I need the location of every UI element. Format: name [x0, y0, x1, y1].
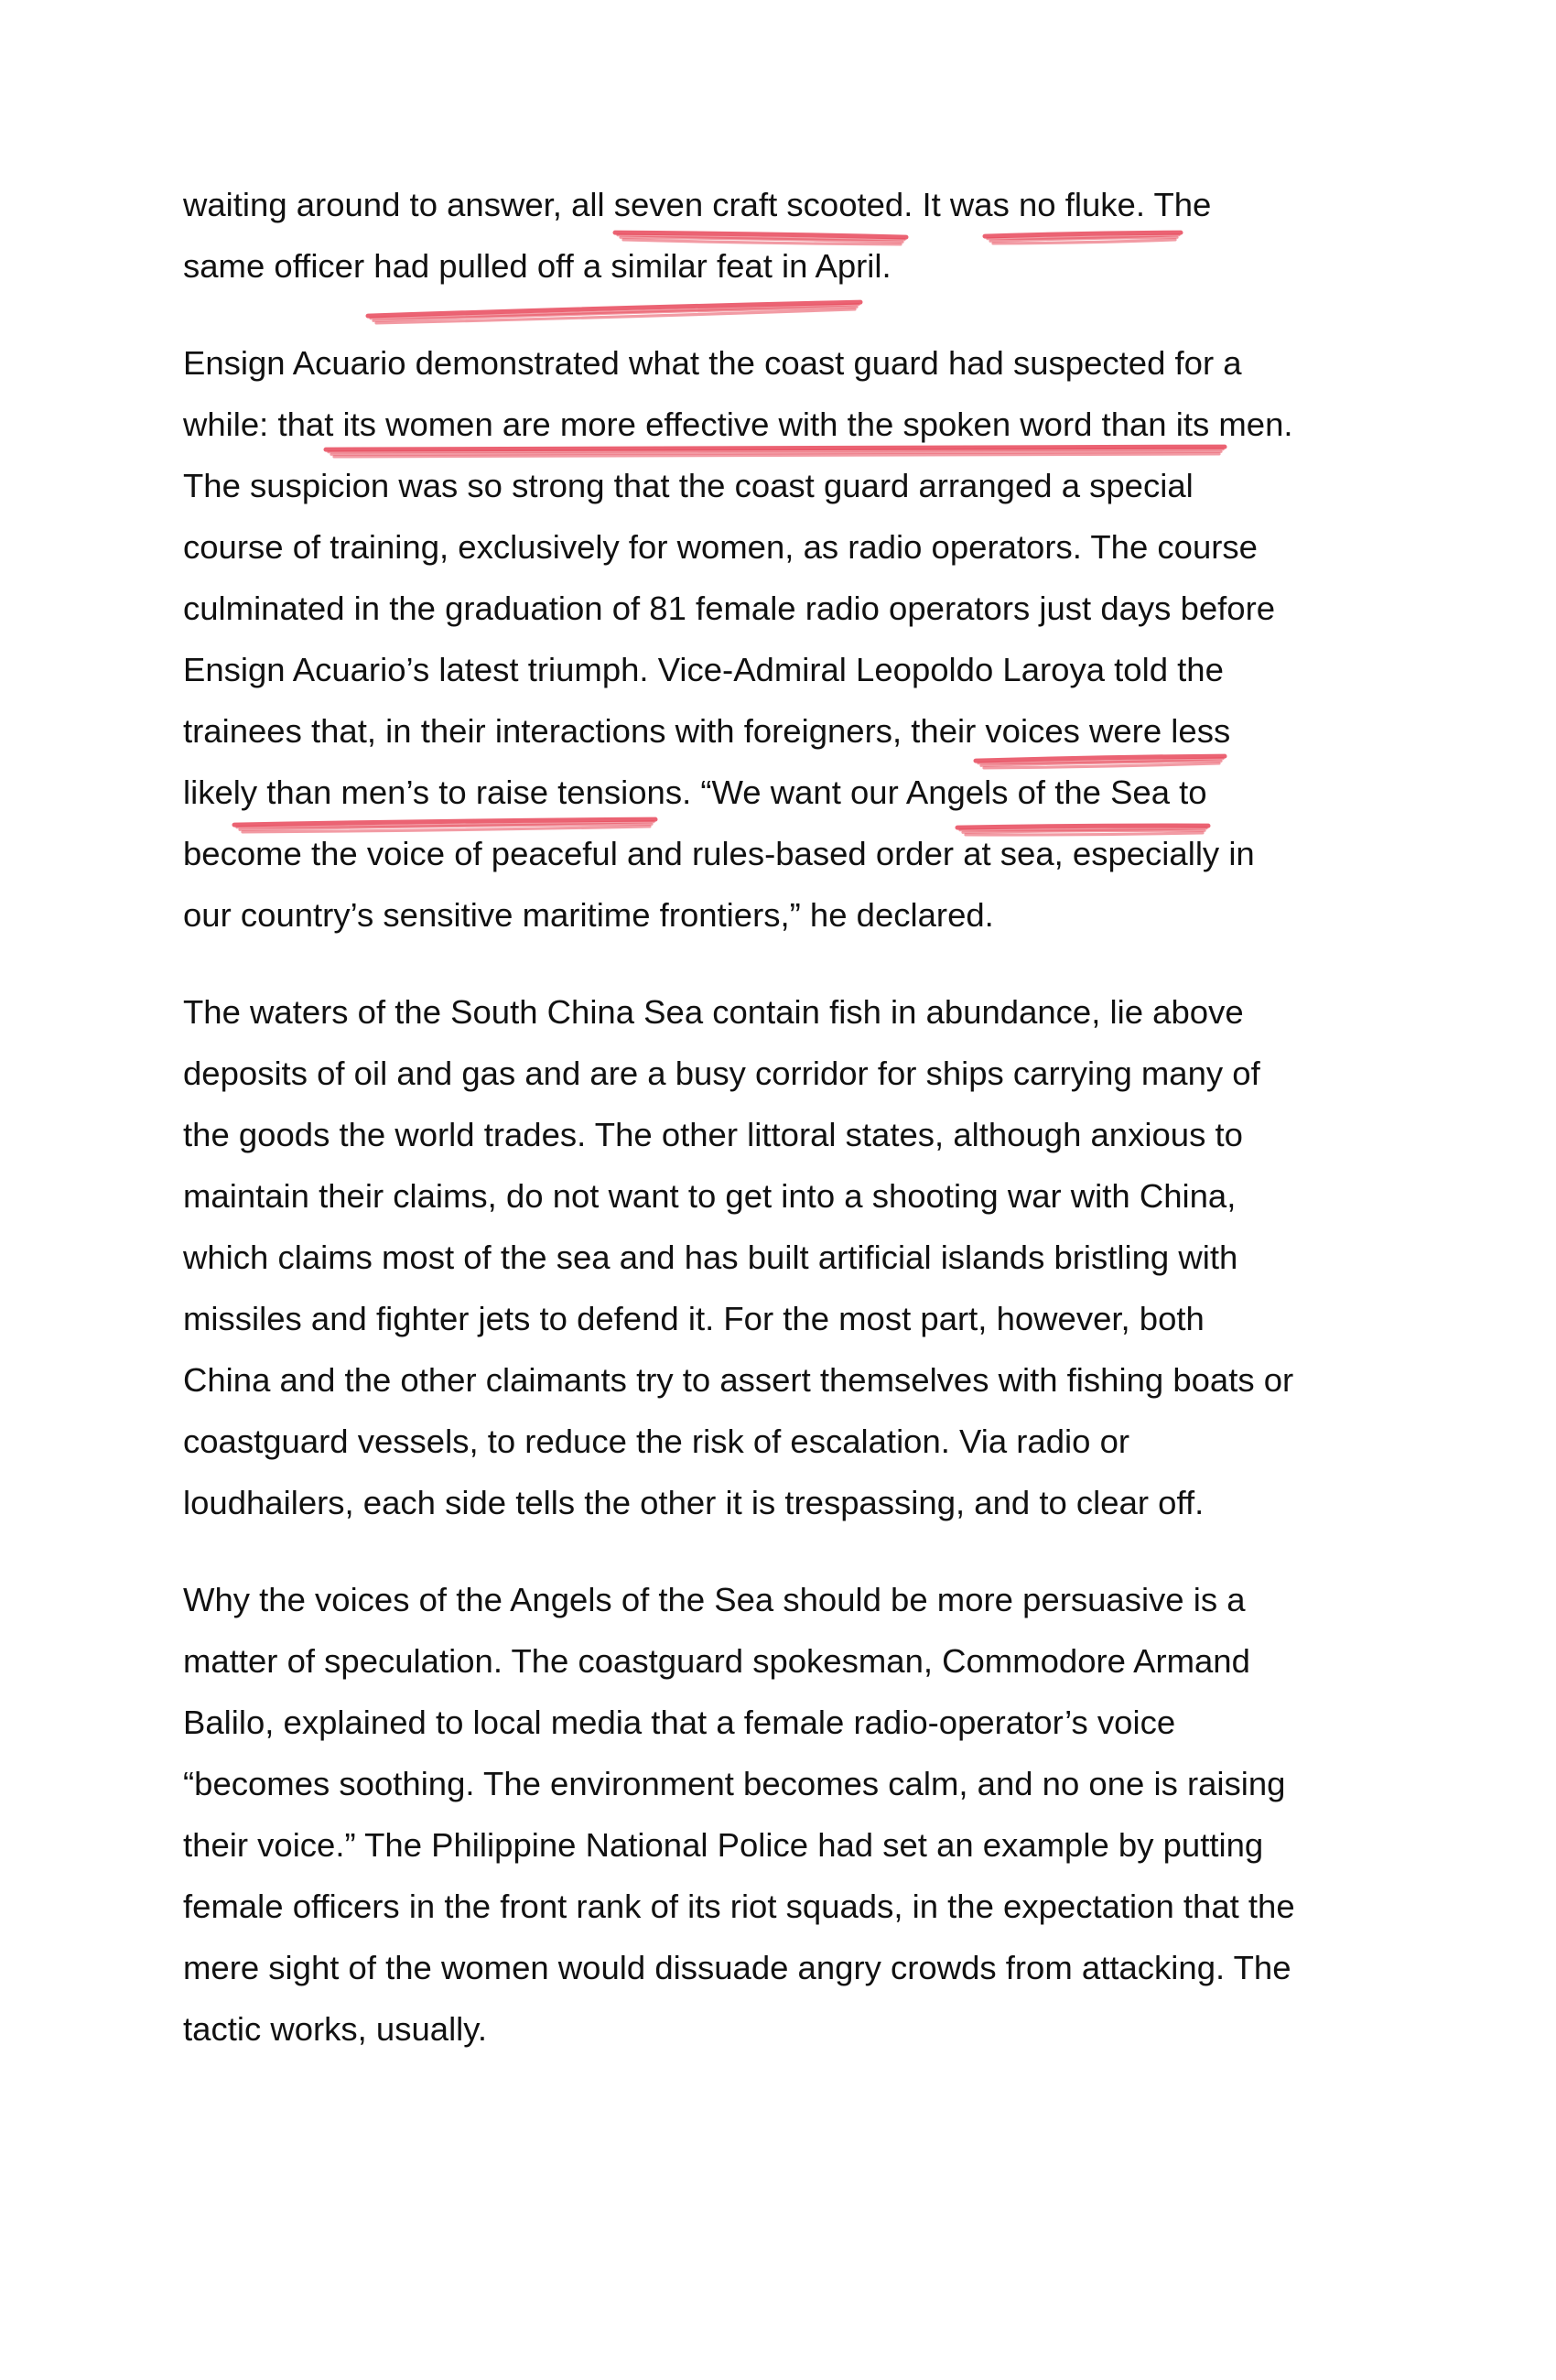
text-line: tactic works, usually. — [183, 2010, 487, 2048]
text-line: culminated in the graduation of 81 female radio operators just days before — [183, 590, 1276, 627]
paragraph-4 — [183, 1569, 1391, 2060]
text-line: mere sight of the women would dissuade angry crowds from attacking. The — [183, 1949, 1291, 1986]
text-line: their voice.” The Philippine National Police had set an example by putting — [183, 1826, 1264, 1864]
text-line: likely than men’s to raise tensions. “We want our Angels of the Sea to — [183, 774, 1207, 811]
article-body — [183, 174, 1391, 2095]
paragraph-3 — [183, 981, 1391, 1533]
text-line: The suspicion was so strong that the coast guard arranged a special — [183, 467, 1194, 504]
text-line: Why the voices of the Angels of the Sea should be more persuasive is a — [183, 1581, 1246, 1618]
text-line: coastguard vessels, to reduce the risk of escalation. Via radio or — [183, 1423, 1130, 1460]
text-line: “becomes soothing. The environment becomes calm, and no one is raising — [183, 1765, 1286, 1802]
text-line: our country’s sensitive maritime frontiers,” he declared. — [183, 896, 994, 934]
text-line: Balilo, explained to local media that a female radio-operator’s voice — [183, 1704, 1176, 1741]
text-line: maintain their claims, do not want to get into a shooting war with China, — [183, 1177, 1237, 1215]
text-line: missiles and fighter jets to defend it. For the most part, however, both — [183, 1300, 1205, 1337]
text-line: loudhailers, each side tells the other it is trespassing, and to clear off. — [183, 1484, 1205, 1521]
text-line: The waters of the South China Sea contain fish in abundance, lie above — [183, 993, 1244, 1031]
text-line: the goods the world trades. The other littoral states, although anxious to — [183, 1116, 1243, 1153]
text-line: Ensign Acuario’s latest triumph. Vice-Admiral Leopoldo Laroya told the — [183, 651, 1224, 688]
text-line: waiting around to answer, all seven craft scooted. It was no fluke. The — [183, 186, 1212, 223]
text-line: while: that its women are more effective with the spoken word than its men. — [183, 406, 1293, 443]
text-line: matter of speculation. The coastguard spokesman, Commodore Armand — [183, 1642, 1250, 1680]
text-line: course of training, exclusively for women, as radio operators. The course — [183, 528, 1258, 566]
text-line: become the voice of peaceful and rules-based order at sea, especially in — [183, 835, 1255, 872]
paragraph-2 — [183, 332, 1391, 946]
text-line: which claims most of the sea and has built artificial islands bristling with — [183, 1239, 1238, 1276]
text-line: trainees that, in their interactions with foreigners, their voices were less — [183, 712, 1231, 750]
text-line: deposits of oil and gas and are a busy corridor for ships carrying many of — [183, 1055, 1260, 1092]
paragraph-1 — [183, 174, 1391, 297]
text-line: Ensign Acuario demonstrated what the coast guard had suspected for a — [183, 344, 1242, 382]
text-line: same officer had pulled off a similar feat in April. — [183, 247, 891, 285]
text-line: female officers in the front rank of its riot squads, in the expectation that the — [183, 1888, 1295, 1925]
text-line: China and the other claimants try to assert themselves with fishing boats or — [183, 1361, 1294, 1399]
